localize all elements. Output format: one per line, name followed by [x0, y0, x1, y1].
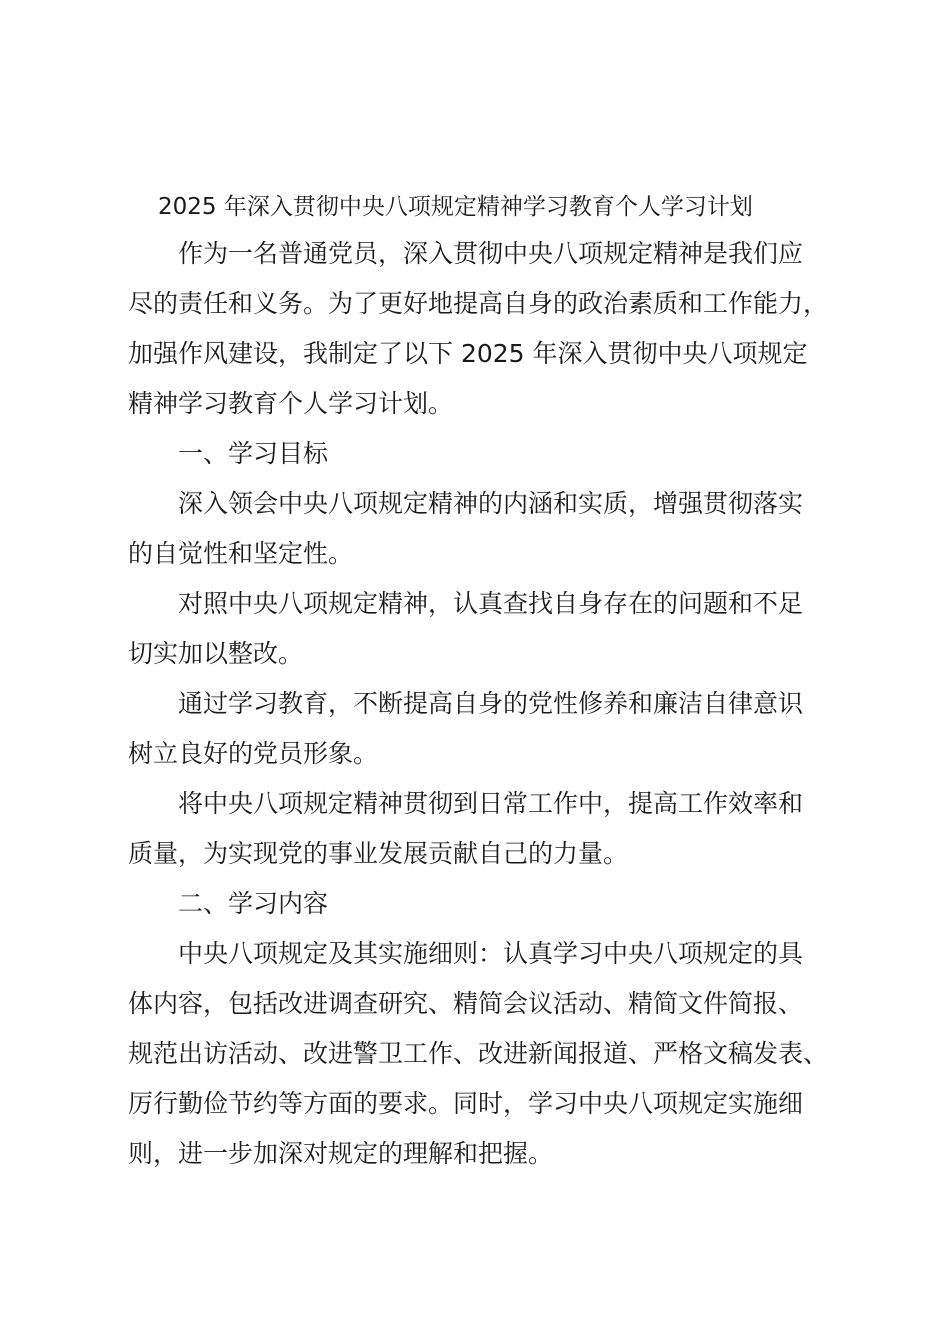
- text-line: 规范出访活动、改进警卫工作、改进新闻报道、严格文稿发表、: [128, 1039, 829, 1068]
- text-line: 厉行勤俭节约等方面的要求。同时，学习中央八项规定实施细: [128, 1089, 804, 1118]
- text-line: 加强作风建设，我制定了以下 2025 年深入贯彻中央八项规定: [128, 339, 808, 368]
- section-heading: 一、学习目标: [128, 439, 329, 468]
- text-line: 的自觉性和坚定性。: [128, 539, 354, 568]
- text-line: 则，进一步加深对规定的理解和把握。: [128, 1139, 554, 1168]
- text-line: 对照中央八项规定精神，认真查找自身存在的问题和不足: [128, 589, 804, 618]
- document-title: 2025 年深入贯彻中央八项规定精神学习教育个人学习计划: [158, 194, 753, 220]
- text-line: 通过学习教育，不断提高自身的党性修养和廉洁自律意识: [128, 689, 804, 718]
- text-line: 精神学习教育个人学习计划。: [128, 389, 454, 418]
- text-line: 作为一名普通党员，深入贯彻中央八项规定精神是我们应: [128, 239, 804, 268]
- text-line: 中央八项规定及其实施细则：认真学习中央八项规定的具: [128, 939, 804, 968]
- section-heading: 二、学习内容: [128, 889, 329, 918]
- text-line: 切实加以整改。: [128, 639, 304, 668]
- text-line: 质量，为实现党的事业发展贡献自己的力量。: [128, 839, 629, 868]
- text-line: 尽的责任和义务。为了更好地提高自身的政治素质和工作能力，: [128, 289, 829, 318]
- text-line: 将中央八项规定精神贯彻到日常工作中，提高工作效率和: [128, 789, 804, 818]
- text-line: 深入领会中央八项规定精神的内涵和实质，增强贯彻落实: [128, 489, 804, 518]
- text-line: 树立良好的党员形象。: [128, 739, 379, 768]
- text-line: 体内容，包括改进调查研究、精简会议活动、精简文件简报、: [128, 989, 804, 1018]
